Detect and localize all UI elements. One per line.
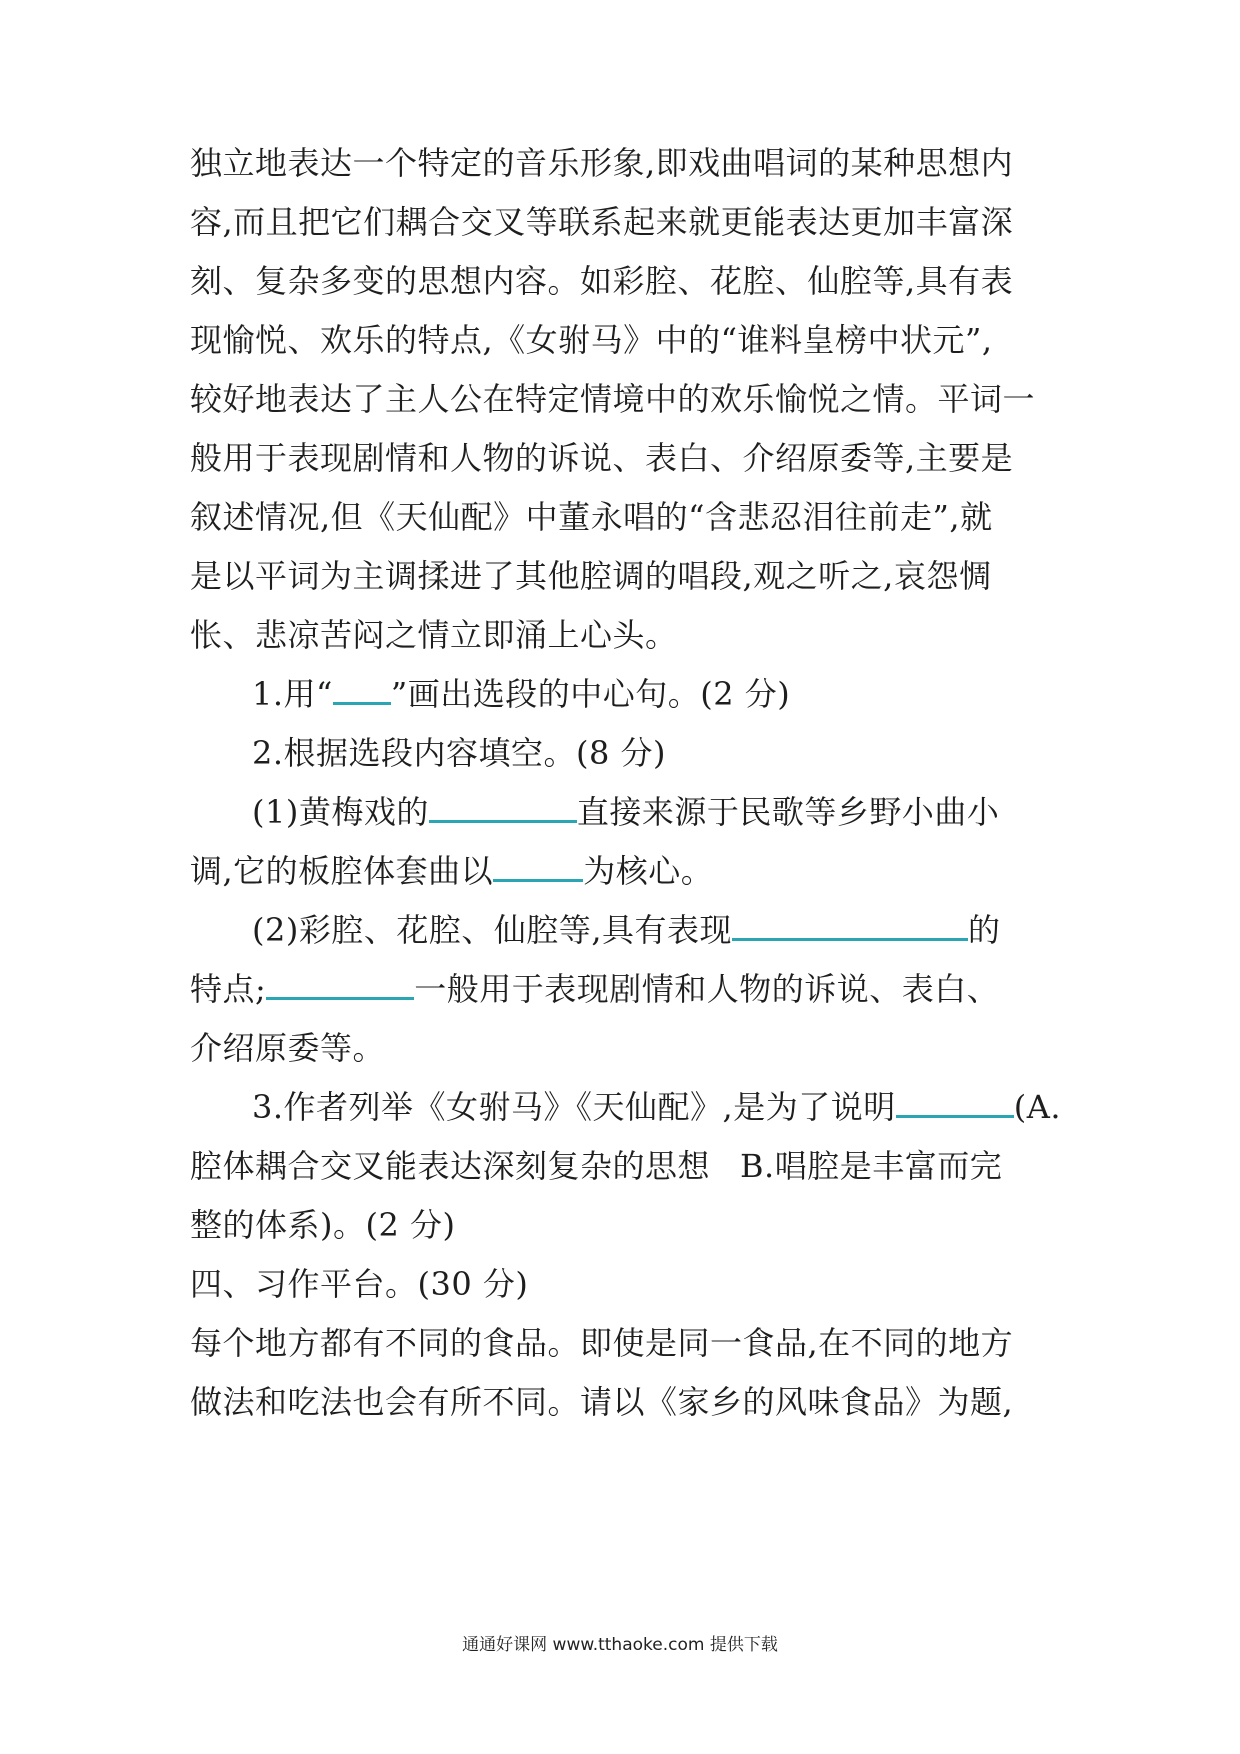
passage-line: 刻、复杂多变的思想内容。如彩腔、花腔、仙腔等,具有表 (190, 262, 1014, 300)
q2-p2-text-c: 特点; (190, 970, 267, 1008)
q2-p1-blank-1[interactable] (429, 792, 577, 823)
q1-blank[interactable] (333, 674, 391, 705)
q2-p2-blank-2[interactable] (266, 969, 414, 1000)
q2-p2-text-a: (2)彩腔、花腔、仙腔等,具有表现 (252, 911, 733, 949)
q3-blank[interactable] (896, 1087, 1014, 1118)
q1-text-before: 1.用“ (252, 675, 333, 713)
question-2-part-2-cont (190, 964, 1070, 1014)
section-4-prompt-line: 做法和吃法也会有所不同。请以《家乡的风味食品》为题, (190, 1383, 1014, 1421)
q3-option-a: 腔体耦合交叉能表达深刻复杂的思想 (190, 1147, 711, 1185)
q3-text-b: (A. (1013, 1088, 1061, 1126)
q2-p1-blank-2[interactable] (493, 851, 583, 882)
question-1 (252, 669, 1132, 719)
q2-p2-blank-1[interactable] (732, 910, 968, 941)
passage-line: 是以平词为主调揉进了其他腔调的唱段,观之听之,哀怨惆 (190, 557, 992, 595)
q3-text-a: 3.作者列举《女驸马》《天仙配》,是为了说明 (252, 1088, 896, 1126)
passage-line: 容,而且把它们耦合交叉等联系起来就更能表达更加丰富深 (190, 203, 1014, 241)
q2-p2-text-b: 的 (968, 911, 1001, 949)
passage-line: 般用于表现剧情和人物的诉说、表白、介绍原委等,主要是 (190, 439, 1014, 477)
question-2-part-1 (252, 787, 1132, 837)
q1-text-after: ”画出选段的中心句。(2 分) (390, 675, 791, 713)
passage-line: 怅、悲凉苦闷之情立即涌上心头。 (190, 616, 678, 654)
question-3-options (190, 1141, 1070, 1191)
passage-line: 现愉悦、欢乐的特点,《女驸马》中的“谁料皇榜中状元”, (190, 321, 993, 359)
question-2-part-2 (252, 905, 1132, 955)
q2-p1-text-a: (1)黄梅戏的 (252, 793, 429, 831)
q3-option-b: B.唱腔是丰富而完 (740, 1147, 1003, 1185)
passage-line: 较好地表达了主人公在特定情境中的欢乐愉悦之情。平词一 (190, 380, 1036, 418)
question-2-part-1-cont (190, 846, 1070, 896)
section-4-prompt-line: 每个地方都有不同的食品。即使是同一食品,在不同的地方 (190, 1324, 1014, 1362)
q2-p1-text-c: 调,它的板腔体套曲以 (190, 852, 494, 890)
footer-watermark: 通通好课网 www.tthaoke.com 提供下载 (462, 1635, 778, 1655)
question-2-part-2-end: 介绍原委等。 (190, 1029, 386, 1067)
q2-p2-text-d: 一般用于表现剧情和人物的诉说、表白、 (414, 970, 1000, 1008)
section-4-heading: 四、习作平台。(30 分) (190, 1265, 529, 1303)
q2-p1-text-b: 直接来源于民歌等乡野小曲小 (576, 793, 1000, 831)
question-3-end: 整的体系)。(2 分) (190, 1206, 456, 1244)
q2-p1-text-d: 为核心。 (583, 852, 714, 890)
question-3 (252, 1082, 1132, 1132)
question-2-title: 2.根据选段内容填空。(8 分) (252, 734, 667, 772)
passage-line: 独立地表达一个特定的音乐形象,即戏曲唱词的某种思想内 (190, 144, 1014, 182)
passage-line: 叙述情况,但《天仙配》中董永唱的“含悲忍泪往前走”,就 (190, 498, 993, 536)
